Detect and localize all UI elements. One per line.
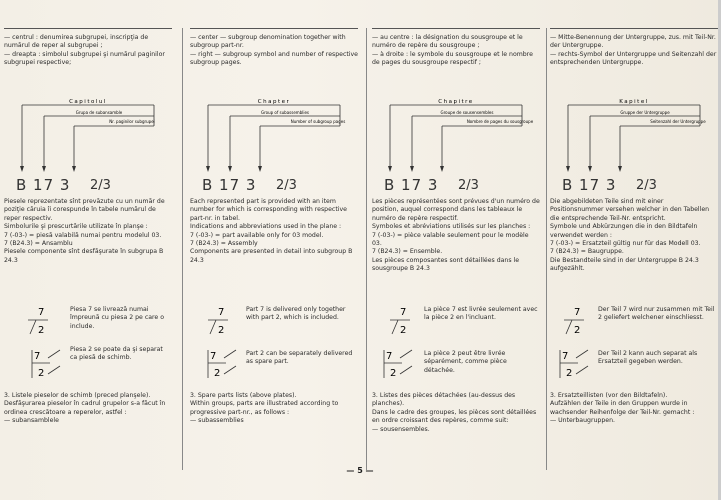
note-part72: Part 2 can be separately delivered as spare part. xyxy=(246,350,353,366)
column-divider xyxy=(366,28,367,470)
svg-text:7: 7 xyxy=(574,307,581,318)
section3-line: 3. Listele pieselor de schimb (preced planşele). xyxy=(4,392,151,399)
section3-line: 3. Spare parts lists (above plates). xyxy=(190,392,297,399)
top-rule xyxy=(372,28,540,29)
part7-symbol-icon xyxy=(388,304,418,336)
top-rule xyxy=(190,28,358,29)
page-fraction: 2/3 xyxy=(90,178,111,193)
section3-line: Desfăşurarea pieselor în cadrul grupelor s-a făcut în ordinea crescătoare a reperelor, astfel : xyxy=(4,400,166,416)
body-line: Symboles et abréviations utilisés sur les planches : xyxy=(372,223,531,231)
intro-line: — au centre : la désignation du sousgroupe et le numéro de repère du sousgroupe ; xyxy=(372,34,523,50)
section3-text xyxy=(372,392,540,434)
diagram-label-pages: Nr. paginilor subgrupei xyxy=(109,119,155,124)
diagram-header: Kapitel xyxy=(619,99,649,105)
column-english xyxy=(190,0,358,470)
svg-text:2: 2 xyxy=(574,325,581,336)
body-line: 7 (B24.3) = Ansamblu xyxy=(4,240,73,248)
body-line: Les pièces composantes sont détaillées dans le sousgroupe B 24.3 xyxy=(372,256,520,273)
body-text xyxy=(190,198,358,265)
page-fraction: 2/3 xyxy=(276,178,297,193)
body-line: Each represented part is provided with an item number for which is corresponding with respective part-nr. in tabel. xyxy=(190,198,347,222)
part7-symbol-icon xyxy=(562,304,592,336)
body-line: 7 (-03-) = pièce valable seulement pour le modèle 03. xyxy=(372,231,529,248)
section3-line: — Unterbaugruppen. xyxy=(550,417,615,425)
page-number: — 5 — xyxy=(346,466,374,475)
page-fraction: 2/3 xyxy=(458,178,479,193)
diagram-header: Capitolul xyxy=(69,99,107,105)
body-line: 7 (-03-) = piesă valabilă numai pentru modelul 03. xyxy=(4,231,162,239)
part72-symbol-icon xyxy=(30,346,62,380)
diagram-label-pages: Number of subgroup pages xyxy=(290,119,346,124)
body-line: Indications and abbreviations used in the plane : xyxy=(190,223,342,231)
svg-text:7: 7 xyxy=(386,351,393,362)
diagram-label-pages: Nombre de pages du sousgroupe xyxy=(466,119,534,124)
note-part7: Part 7 is delivered only together with part 2, which is included. xyxy=(246,306,346,322)
svg-text:2: 2 xyxy=(38,325,45,336)
note-part7: Der Teil 7 wird nur zusammen mit Teil 2 geliefert welchener einschliesst. xyxy=(598,306,715,322)
svg-text:7: 7 xyxy=(562,351,569,362)
body-line: Piesele reprezentate sînt prevăzute cu un număr de poziţie căruia îi corespunde în tabele numărul de reper respectiv. xyxy=(4,198,165,222)
svg-text:2: 2 xyxy=(214,368,221,379)
body-text xyxy=(550,198,718,274)
intro-text xyxy=(372,34,540,68)
body-line: 7 (B24.3) = Assembly xyxy=(190,240,258,248)
intro-line: — à droite : le symbole du sousgroupe et le nombre de pages du sousgroupe respectif ; xyxy=(372,50,533,67)
column-german xyxy=(550,0,718,470)
subgroup-code: B 17 3 xyxy=(202,176,257,194)
intro-text xyxy=(4,34,172,68)
intro-line: — right — subgroup symbol and number of respective subgroup pages. xyxy=(190,50,358,67)
top-rule xyxy=(550,28,718,29)
body-line: 7 (-03-) = Ersatzteil gültig nur für das Modell 03. xyxy=(550,240,701,248)
section3-line: Dans le cadre des groupes, les pièces sont détaillées en ordre croissant des repères, comme suit: xyxy=(372,408,537,425)
body-text xyxy=(372,198,540,274)
body-line: Die abgebildeten Teile sind mit einer Positionsnummer versehen welcher in den Tabellen die entsprechende Teil-Nr. entspricht. xyxy=(550,198,710,222)
svg-text:2: 2 xyxy=(566,368,573,379)
column-divider xyxy=(182,28,183,470)
body-line: Piesele componente sînt desfăşurate în subgrupa B 24.3 xyxy=(4,248,164,264)
section3-line: 3. Listes des pièces détachées (au-dessus des planches). xyxy=(372,392,516,408)
diagram-header: Chapitre xyxy=(438,99,474,105)
subgroup-code: B 17 3 xyxy=(16,176,71,194)
section3-line: — subassemblies xyxy=(190,417,244,425)
diagram-label-group: Gruppe der Untergruppe xyxy=(620,110,670,115)
body-line: Die Bestandteile sind in der Untergruppe B 24.3 aufgezählt. xyxy=(550,256,699,273)
section3-line: Aufzählen der Teile in den Gruppen wurde in wachsender Reihenfolge der Teil-Nr. gemacht : xyxy=(550,400,695,416)
intro-text xyxy=(550,34,718,68)
diagram-label-pages: Seitenzahl der Untergruppe xyxy=(650,119,706,124)
svg-text:7: 7 xyxy=(38,307,45,318)
diagram-label-group: Grupa de subansamble xyxy=(75,110,123,115)
svg-text:2: 2 xyxy=(390,368,397,379)
body-line: 7 (-03-) = part available only for 03 model. xyxy=(190,231,324,239)
intro-line: — Mitte-Benennung der Untergruppe, zus. mit Teil-Nr. der Untergruppe. xyxy=(550,34,716,50)
part7-symbol-icon xyxy=(26,304,56,336)
note-part72: Piesa 2 se poate da şi separat ca piesă de schimb. xyxy=(70,346,163,362)
body-text xyxy=(4,198,172,265)
part72-symbol-icon xyxy=(206,346,238,380)
subgroup-code: B 17 3 xyxy=(384,176,439,194)
svg-text:7: 7 xyxy=(210,351,217,362)
top-rule xyxy=(4,28,172,29)
svg-text:2: 2 xyxy=(218,325,225,336)
section3-line: — subansamblele xyxy=(4,417,59,425)
svg-text:2: 2 xyxy=(400,325,407,336)
note-part72: Der Teil 2 kann auch separat als Ersatzteil gegeben werden. xyxy=(598,350,698,366)
body-line: Simbolurile şi prescurtările utilizate în planşe : xyxy=(4,223,148,231)
section3-text xyxy=(4,392,172,426)
svg-text:2: 2 xyxy=(38,368,45,379)
diagram-header: Chapter xyxy=(257,99,291,105)
note-part72: La pièce 2 peut être livrée séparément, comme pièce détachée. xyxy=(424,350,507,374)
subgroup-code: B 17 3 xyxy=(562,176,617,194)
part72-symbol-icon xyxy=(382,346,414,380)
note-part7: Piesa 7 se livrează numai împreună cu piesa 2 pe care o include. xyxy=(70,306,164,330)
part72-symbol-icon xyxy=(558,346,590,380)
section3-line: — sousensembles. xyxy=(372,425,430,433)
svg-text:7: 7 xyxy=(34,351,41,362)
section3-line: 3. Ersatzteillisten (vor den Bildtafeln). xyxy=(550,392,668,399)
column-divider xyxy=(546,28,547,470)
page-fraction: 2/3 xyxy=(636,178,657,193)
section3-text xyxy=(190,392,358,426)
section3-line: Within groups, parts are illustrated according to progressive part-nr., as follows : xyxy=(190,400,339,416)
body-line: 7 (B24.3) = Baugruppe. xyxy=(550,248,624,256)
body-line: Components are presented in detail into subgroup B 24.3 xyxy=(190,248,353,264)
body-line: Symbole und Abkürzungen die in den Bildtafeln verwendet werden : xyxy=(550,223,698,239)
part7-symbol-icon xyxy=(206,304,236,336)
body-line: Les pièces représentées sont prévues d'un numéro de position, auquel correspond dans les tableaux le numéro de repère respectif. xyxy=(372,198,540,222)
intro-line: — center — subgroup denomination together with subgroup part-nr. xyxy=(190,34,346,50)
intro-line: — dreapta : simbolul subgrupei şi numărul paginilor subgrupei respective; xyxy=(4,50,165,67)
intro-line: — rechts-Symbol der Untergruppe und Seitenzahl der entsprechenden Untergruppe. xyxy=(550,50,717,67)
intro-line: — centrul : denumirea subgrupei, inscripţia de numărul de reper al subgrupei ; xyxy=(4,34,149,50)
diagram-label-group: Group of subassemblies xyxy=(260,110,310,115)
column-romanian xyxy=(4,0,172,470)
section3-text xyxy=(550,392,718,426)
column-french xyxy=(372,0,540,470)
diagram-label-group: Groupe de sousensembles xyxy=(440,110,494,115)
svg-text:7: 7 xyxy=(400,307,407,318)
body-line: 7 (B24.3) = Ensemble. xyxy=(372,248,443,256)
svg-text:7: 7 xyxy=(218,307,225,318)
note-part7: La pièce 7 est livrée seulement avec la pièce 2 en l'incluant. xyxy=(424,306,538,322)
intro-text xyxy=(190,34,358,68)
